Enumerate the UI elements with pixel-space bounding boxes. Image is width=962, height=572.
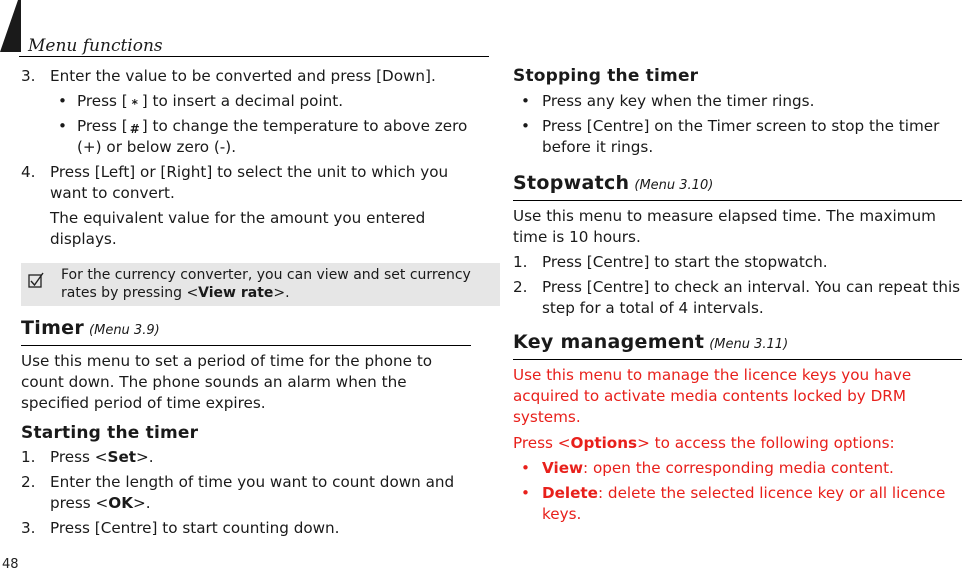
stopwatch-step-1: 1. Press [Centre] to start the stopwatch.: [513, 253, 828, 271]
star-key-icon: *: [131, 97, 138, 111]
timer-step-2: 2. Enter the length of time you want to count down and press <OK>.: [21, 473, 455, 512]
note-box: For the currency converter, you can view and set currency rates by pressing <View rate>.: [21, 263, 500, 306]
left-column: [21, 66, 471, 539]
timer-step-1: 1. Press <Set>.: [21, 448, 154, 466]
step-4-detail: The equivalent value for the amount you entered displays.: [50, 209, 426, 248]
key-management-options-line: Press <Options> to access the following options:: [513, 434, 895, 452]
step-4: 4. Press [Left] or [Right] to select the unit to which you want to convert.: [21, 163, 449, 202]
stopwatch-step-2: 2. Press [Centre] to check an interval. You can repeat this step for a total of 4 intervals.: [513, 278, 961, 317]
timer-description: Use this menu to set a period of time for the phone to count down. The phone sounds an alarm when the specified period of time expires.: [21, 352, 433, 412]
timer-heading: Timer (Menu 3.9): [21, 318, 471, 346]
option-view: • View: open the corresponding media content.: [521, 459, 894, 477]
key-management-description: Use this menu to manage the licence keys you have acquired to activate media contents locked by DRM systems.: [513, 366, 912, 426]
bullet-temperature-sign: • Press [ # ] to change the temperature to above zero (+) or below zero (-).: [58, 117, 468, 156]
key-management-heading: Key management (Menu 3.11): [513, 332, 962, 360]
stopping-bullet-1: • Press any key when the timer rings.: [521, 92, 815, 110]
stopping-timer-heading: Stopping the timer: [513, 66, 699, 86]
page-number: 48: [2, 557, 19, 572]
header-rule: [19, 56, 489, 57]
header-accent-bar: [0, 0, 21, 52]
page-section-title: Menu functions: [28, 36, 163, 56]
bullet-decimal-point: • Press [ * ] to insert a decimal point.: [58, 92, 344, 111]
starting-timer-heading: Starting the timer: [21, 423, 199, 443]
hash-key-icon: #: [129, 122, 140, 136]
timer-step-3: 3. Press [Centre] to start counting down.: [21, 519, 340, 537]
step-3: 3. Enter the value to be converted and press [Down].: [21, 67, 436, 85]
right-column: [513, 66, 962, 525]
stopping-bullet-2: • Press [Centre] on the Timer screen to stop the timer before it rings.: [521, 117, 940, 156]
option-delete: • Delete: delete the selected licence key or all licence keys.: [521, 484, 946, 523]
check-note-icon: [28, 272, 44, 288]
stopwatch-description: Use this menu to measure elapsed time. The maximum time is 10 hours.: [513, 207, 936, 246]
stopwatch-heading: Stopwatch (Menu 3.10): [513, 173, 962, 201]
